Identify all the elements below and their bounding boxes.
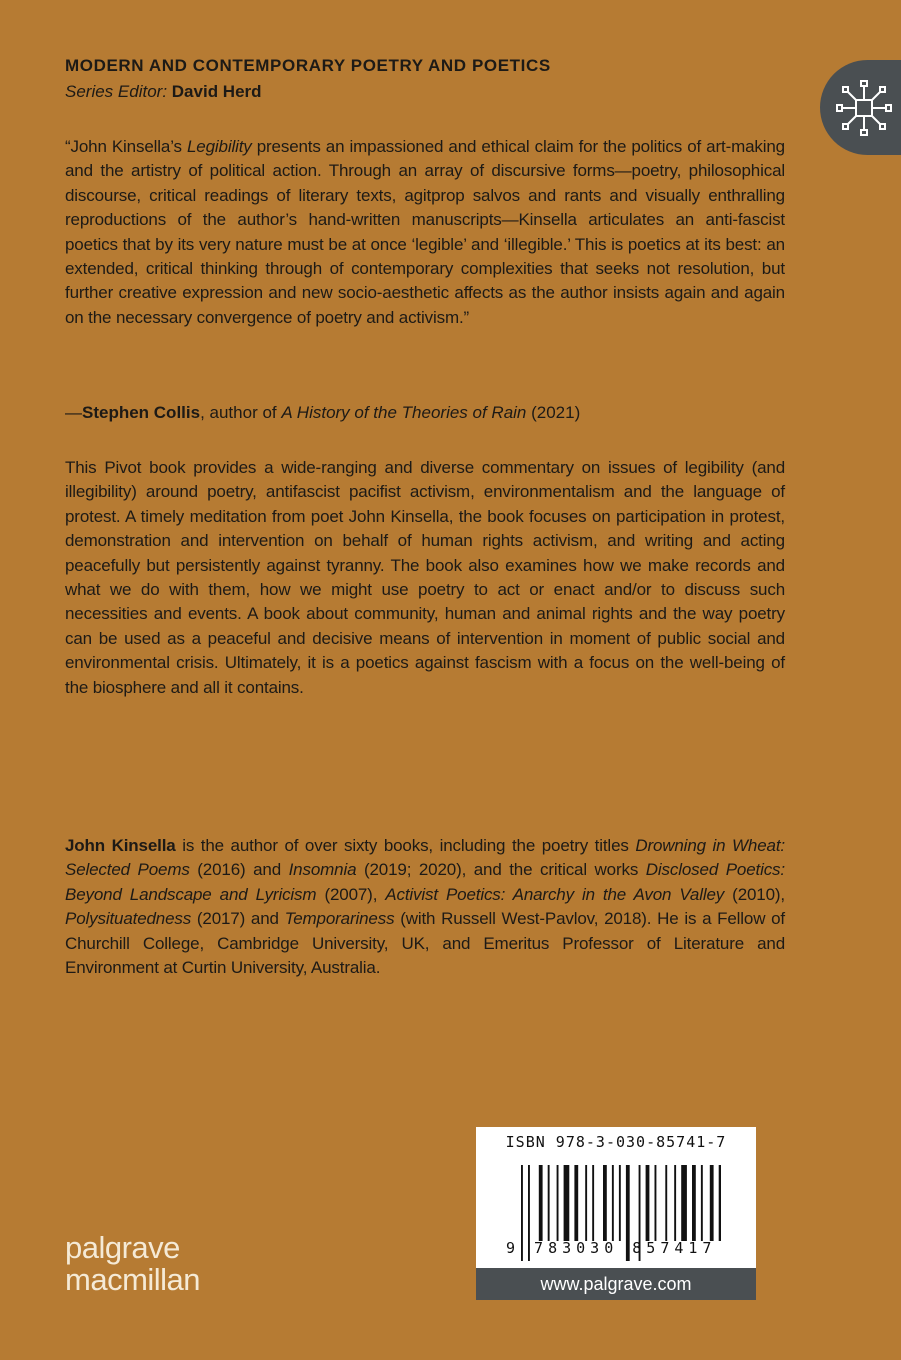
book-description: This Pivot book provides a wide-ranging and diverse commentary on issues of legibility (and illegibility) around poetry, antifascist pacifist activism, environmentalism and the language of protest. A timely meditation from poet John Kinsella, the book focuses on participation in protest, demonstration and intervention on behalf of human rights activism, and writing and acting peacefully but persistently against tyranny. The book also examines how we make records and what we do with them, how we might use poetry to act or enact and/or to discuss such necessities and events. A book about community, human and animal rights and the way poetry can be used as a peaceful and decisive means of intervention in moment of public social and environmental crisis. Ultimately, it is a poetics against fascism with a focus on the well-being of the biosphere and all it contains. xyxy=(65,458,785,697)
bio-text: (2016) and xyxy=(189,860,289,880)
barcode-digits: 9 783030 857417 xyxy=(506,1239,717,1257)
bio-title: Temporariness xyxy=(284,909,395,929)
attribution-text: , author of xyxy=(200,403,282,422)
palgrave-logo-tab xyxy=(820,60,901,155)
bio-text: (2007), xyxy=(316,884,386,904)
bio-text: is the author of over sixty books, including the poetry titles xyxy=(175,836,636,855)
barcode-bar xyxy=(692,1165,696,1241)
endorsement-quote xyxy=(65,135,785,330)
barcode-bar xyxy=(646,1165,650,1241)
series-title: MODERN AND CONTEMPORARY POETRY AND POETICS xyxy=(65,56,551,75)
barcode-bar xyxy=(665,1165,667,1241)
barcode-bar xyxy=(701,1165,703,1241)
quote-text: “John Kinsella’s xyxy=(65,137,187,156)
palgrave-macmillan-logo xyxy=(65,1232,200,1296)
barcode-bar xyxy=(619,1165,621,1241)
barcode-bar xyxy=(710,1165,714,1241)
barcode-bar xyxy=(612,1165,614,1241)
attribution-book: A History of the Theories of Rain xyxy=(281,403,527,422)
logo-macmillan: macmillan xyxy=(65,1262,201,1297)
author-name: John Kinsella xyxy=(65,836,176,855)
bio-title: Drowning in Wheat: Selected Poems xyxy=(65,836,785,880)
barcode-bar xyxy=(674,1165,676,1241)
barcode-bar xyxy=(585,1165,587,1241)
attribution-year: (2021) xyxy=(526,403,581,422)
barcode-bar xyxy=(603,1165,607,1241)
barcode-bar xyxy=(557,1165,559,1241)
palgrave-network-icon xyxy=(832,76,896,140)
isbn-barcode-box xyxy=(476,1127,756,1300)
barcode-bar xyxy=(592,1165,594,1241)
bio-title: Disclosed Poetics: Beyond Landscape and Lyricism xyxy=(65,860,785,904)
editor-label: Series Editor: xyxy=(65,82,168,101)
barcode-bar xyxy=(548,1165,550,1241)
attribution-name: Stephen Collis xyxy=(82,403,201,422)
publisher-url: www.palgrave.com xyxy=(476,1268,756,1300)
quote-book-title: Legibility xyxy=(186,137,252,156)
quote-attribution xyxy=(65,403,580,423)
bio-title: Insomnia xyxy=(288,860,357,880)
quote-text: presents an impassioned and ethical claim for the politics of art-making and the artistry of political action. Through an array of discursive forms—poetry, philosophical discourse, critical readings of literary texts, agitprop salvos and rants and visually enthralling reproductions of the author’s hand-written manuscripts—Kinsella articulates an anti-fascist poetics that by its very nature must be at once ‘legible’ and ‘illegible.’ This is poetics at its best: an extended, critical thinking through of contemporary complexities that seeks not resolution, but further creative expression and new socio-aesthetic affects as the author insists again and again on the necessary convergence of poetry and activism.” xyxy=(65,137,785,327)
editor-name: David Herd xyxy=(171,82,262,101)
bio-title: Activist Poetics: Anarchy in the Avon Valley xyxy=(385,884,725,904)
bio-text: (with Russell West-Pavlov, 2018). He is a Fellow of Churchill College, Cambridge University, UK, and Emeritus Professor of Literature and Environment at Curtin University, Australia. xyxy=(65,909,785,978)
barcode-area xyxy=(476,1127,756,1268)
barcode-bar xyxy=(539,1165,543,1241)
author-bio xyxy=(65,834,785,980)
isbn-number: ISBN 978-3-030-85741-7 xyxy=(505,1133,727,1151)
barcode-bar xyxy=(655,1165,657,1241)
series-editor xyxy=(65,82,262,102)
barcode-bar xyxy=(574,1165,578,1241)
bio-title: Polysituatedness xyxy=(65,909,192,929)
barcode-bar xyxy=(564,1165,570,1241)
barcode-bar xyxy=(681,1165,687,1241)
bio-text: (2010), xyxy=(724,884,785,904)
logo-palgrave: palgrave xyxy=(65,1230,180,1265)
barcode-bar xyxy=(719,1165,721,1241)
dash: — xyxy=(65,403,82,422)
bio-text: (2019; 2020), and the critical works xyxy=(356,860,646,880)
bio-text: (2017) and xyxy=(191,909,285,929)
